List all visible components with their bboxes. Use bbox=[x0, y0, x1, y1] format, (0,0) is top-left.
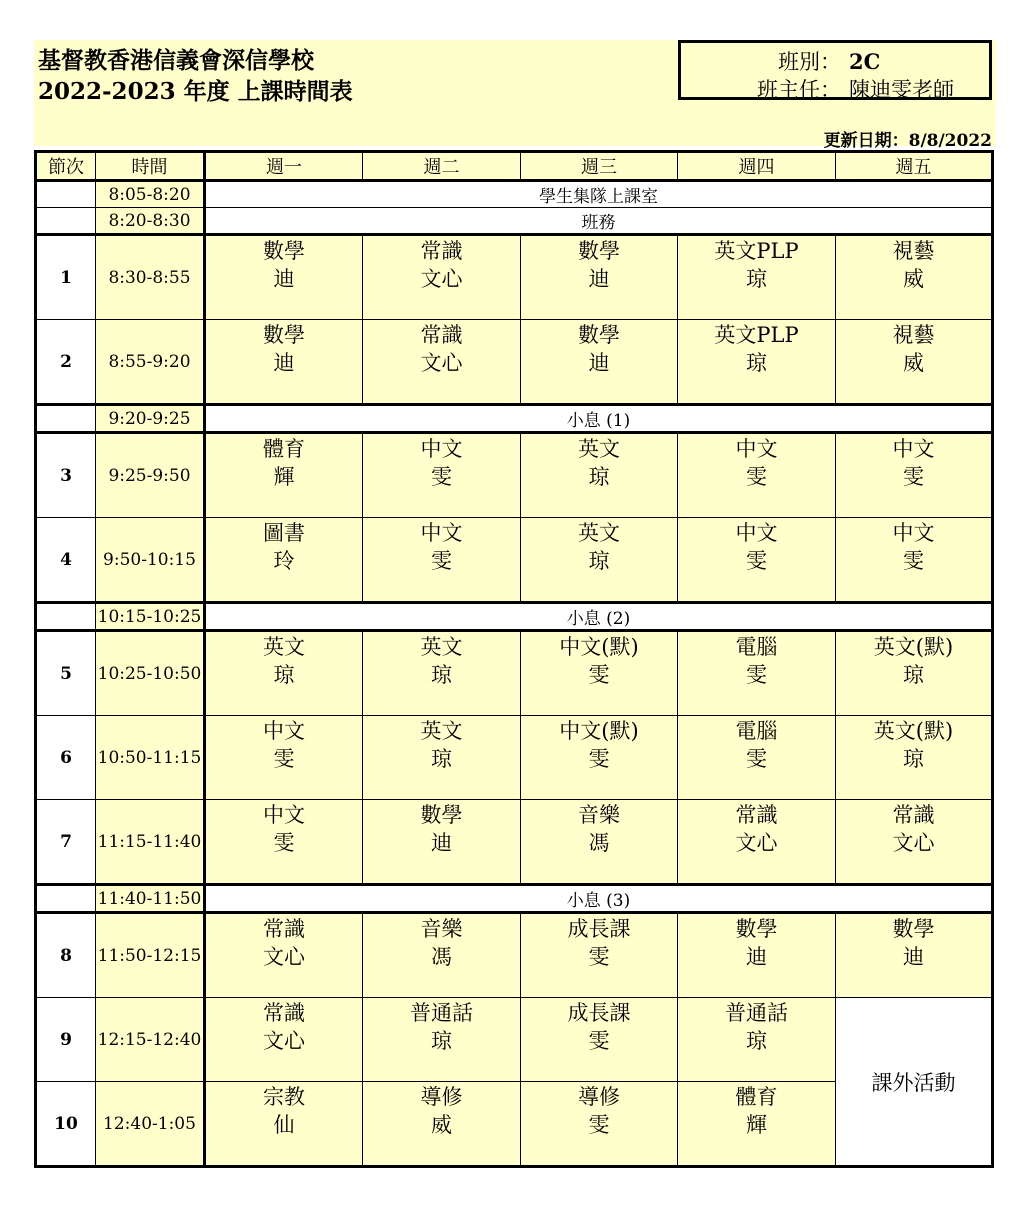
lesson-teacher: 雯 bbox=[903, 465, 924, 489]
lesson-subject: 普通話 bbox=[410, 1001, 473, 1025]
period-column-header: 節次 bbox=[36, 152, 96, 181]
lesson-subject: 常識 bbox=[420, 323, 463, 347]
lesson-cell bbox=[363, 631, 521, 716]
lesson-subject: 數學 bbox=[892, 917, 935, 941]
lesson-cell bbox=[521, 800, 678, 885]
class-info-box bbox=[678, 40, 992, 100]
lesson-cell bbox=[363, 716, 521, 800]
period-row bbox=[36, 716, 993, 800]
lesson-cell bbox=[363, 800, 521, 885]
lesson-cell bbox=[205, 320, 363, 405]
teacher-line bbox=[737, 74, 954, 104]
lesson-teacher: 輝 bbox=[273, 465, 295, 489]
period-time: 10:50-11:15 bbox=[96, 716, 205, 800]
period-time: 8:55-9:20 bbox=[96, 320, 205, 405]
lesson-teacher: 馮 bbox=[431, 945, 452, 969]
timetable bbox=[34, 150, 994, 1168]
lesson-teacher: 琼 bbox=[746, 351, 767, 375]
band-period-cell bbox=[36, 208, 96, 235]
lesson-subject: 中文(默) bbox=[559, 719, 639, 743]
band-time: 11:40-11:50 bbox=[96, 885, 205, 913]
lesson-subject: 英文(默) bbox=[873, 635, 954, 659]
lesson-subject: 中文 bbox=[263, 719, 305, 743]
period-time: 9:50-10:15 bbox=[96, 518, 205, 603]
lesson-cell bbox=[836, 320, 993, 405]
lesson-cell bbox=[678, 1082, 836, 1167]
lesson-teacher: 文心 bbox=[263, 945, 305, 969]
lesson-teacher: 雯 bbox=[588, 1029, 610, 1053]
lesson-teacher: 威 bbox=[431, 1113, 452, 1137]
period-number: 2 bbox=[36, 320, 96, 405]
lesson-teacher: 雯 bbox=[746, 549, 767, 573]
lesson-cell bbox=[678, 913, 836, 998]
time-column-header: 時間 bbox=[96, 152, 205, 181]
lesson-teacher: 文心 bbox=[420, 267, 463, 291]
lesson-teacher: 雯 bbox=[588, 663, 610, 687]
lesson-teacher: 迪 bbox=[273, 351, 295, 375]
lesson-teacher: 威 bbox=[903, 351, 924, 375]
class-line bbox=[737, 46, 880, 76]
class-value: 2C bbox=[849, 49, 881, 74]
school-name: 基督教香港信義會深信學校 bbox=[38, 47, 314, 74]
band-row-recess2 bbox=[36, 603, 993, 631]
lesson-cell bbox=[363, 913, 521, 998]
band-period-cell bbox=[36, 405, 96, 433]
period-number: 9 bbox=[36, 998, 96, 1082]
lesson-teacher: 迪 bbox=[431, 831, 452, 855]
period-time: 9:25-9:50 bbox=[96, 433, 205, 518]
period-number: 4 bbox=[36, 518, 96, 603]
lesson-subject: 視藝 bbox=[892, 323, 935, 347]
period-row bbox=[36, 800, 993, 885]
lesson-cell bbox=[205, 433, 363, 518]
lesson-teacher: 雯 bbox=[746, 747, 767, 771]
lesson-cell bbox=[521, 518, 678, 603]
lesson-teacher: 迪 bbox=[746, 945, 767, 969]
lesson-teacher: 雯 bbox=[588, 1113, 610, 1137]
lesson-subject: 中文 bbox=[735, 437, 778, 461]
lesson-teacher: 琼 bbox=[746, 1029, 767, 1053]
lesson-subject: 成長課 bbox=[567, 917, 631, 941]
lesson-subject: 英文 bbox=[578, 521, 620, 545]
period-number: 5 bbox=[36, 631, 96, 716]
lesson-cell bbox=[836, 800, 993, 885]
lesson-subject: 英文PLP bbox=[714, 239, 799, 263]
lesson-subject: 音樂 bbox=[578, 803, 620, 827]
lesson-teacher: 琼 bbox=[273, 663, 295, 687]
lesson-teacher: 雯 bbox=[431, 465, 452, 489]
lesson-teacher: 文心 bbox=[892, 831, 935, 855]
lesson-cell bbox=[205, 235, 363, 320]
lesson-teacher: 迪 bbox=[588, 267, 610, 291]
extracurricular-activity-cell: 課外活動 bbox=[836, 998, 993, 1167]
lesson-subject: 導修 bbox=[420, 1085, 463, 1109]
lesson-teacher: 雯 bbox=[273, 747, 295, 771]
day-header: 週三 bbox=[521, 152, 678, 181]
lesson-cell bbox=[363, 1082, 521, 1167]
lesson-cell bbox=[205, 800, 363, 885]
lesson-subject: 英文(默) bbox=[873, 719, 954, 743]
lesson-teacher: 琼 bbox=[746, 267, 767, 291]
lesson-subject: 中文 bbox=[735, 521, 778, 545]
lesson-teacher: 雯 bbox=[588, 945, 610, 969]
band-row-recess1 bbox=[36, 405, 993, 433]
lesson-teacher: 雯 bbox=[746, 465, 767, 489]
lesson-teacher: 威 bbox=[903, 267, 924, 291]
band-label: 小息 (1) bbox=[205, 405, 993, 433]
period-time: 12:15-12:40 bbox=[96, 998, 205, 1082]
lesson-subject: 中文 bbox=[420, 521, 463, 545]
day-header: 週二 bbox=[363, 152, 521, 181]
lesson-subject: 成長課 bbox=[567, 1001, 631, 1025]
band-period-cell bbox=[36, 181, 96, 208]
band-row-assembly bbox=[36, 181, 993, 208]
lesson-teacher: 雯 bbox=[746, 663, 767, 687]
lesson-subject: 常識 bbox=[420, 239, 463, 263]
lesson-cell bbox=[363, 235, 521, 320]
teacher-value: 陳迪雯老師 bbox=[849, 78, 954, 102]
lesson-teacher: 文心 bbox=[263, 1029, 305, 1053]
update-date: 更新日期：8/8/2022 bbox=[823, 131, 992, 151]
period-time: 11:15-11:40 bbox=[96, 800, 205, 885]
lesson-cell bbox=[678, 320, 836, 405]
lesson-subject: 常識 bbox=[263, 917, 305, 941]
lesson-teacher: 雯 bbox=[431, 549, 452, 573]
lesson-cell bbox=[205, 518, 363, 603]
period-number: 6 bbox=[36, 716, 96, 800]
band-time: 8:05-8:20 bbox=[96, 181, 205, 208]
lesson-cell bbox=[205, 913, 363, 998]
lesson-subject: 中文(默) bbox=[559, 635, 639, 659]
lesson-teacher: 文心 bbox=[420, 351, 463, 375]
lesson-subject: 數學 bbox=[420, 803, 463, 827]
lesson-teacher: 雯 bbox=[273, 831, 295, 855]
timetable-title: 2022-2023 年度 上課時間表 bbox=[38, 78, 353, 105]
table-header-row bbox=[36, 152, 993, 181]
lesson-cell bbox=[521, 320, 678, 405]
lesson-cell bbox=[205, 1082, 363, 1167]
lesson-cell bbox=[836, 433, 993, 518]
lesson-cell bbox=[678, 800, 836, 885]
period-row bbox=[36, 913, 993, 998]
lesson-teacher: 輝 bbox=[746, 1113, 767, 1137]
period-row bbox=[36, 320, 993, 405]
lesson-subject: 英文 bbox=[420, 635, 463, 659]
period-row bbox=[36, 235, 993, 320]
lesson-subject: 中文 bbox=[892, 521, 935, 545]
band-label: 小息 (3) bbox=[205, 885, 993, 913]
band-label: 小息 (2) bbox=[205, 603, 993, 631]
lesson-cell bbox=[363, 320, 521, 405]
lesson-cell bbox=[521, 1082, 678, 1167]
band-period-cell bbox=[36, 885, 96, 913]
period-number: 10 bbox=[36, 1082, 96, 1167]
lesson-cell bbox=[521, 235, 678, 320]
lesson-subject: 數學 bbox=[263, 323, 305, 347]
lesson-teacher: 仙 bbox=[273, 1113, 295, 1137]
lesson-teacher: 琼 bbox=[431, 663, 452, 687]
lesson-cell bbox=[836, 518, 993, 603]
lesson-subject: 電腦 bbox=[735, 719, 778, 743]
lesson-subject: 英文 bbox=[578, 437, 620, 461]
lesson-cell bbox=[678, 631, 836, 716]
lesson-subject: 導修 bbox=[578, 1085, 620, 1109]
period-time: 12:40-1:05 bbox=[96, 1082, 205, 1167]
lesson-subject: 常識 bbox=[892, 803, 935, 827]
lesson-subject: 中文 bbox=[263, 803, 305, 827]
lesson-cell bbox=[678, 998, 836, 1082]
lesson-subject: 數學 bbox=[735, 917, 778, 941]
lesson-cell bbox=[363, 433, 521, 518]
lesson-subject: 普通話 bbox=[725, 1001, 788, 1025]
band-time: 10:15-10:25 bbox=[96, 603, 205, 631]
class-label: 班別： bbox=[778, 50, 841, 74]
lesson-subject: 數學 bbox=[578, 323, 620, 347]
lesson-teacher: 雯 bbox=[903, 549, 924, 573]
lesson-subject: 常識 bbox=[263, 1001, 305, 1025]
lesson-teacher: 琼 bbox=[903, 747, 924, 771]
period-number: 8 bbox=[36, 913, 96, 998]
lesson-cell bbox=[521, 631, 678, 716]
teacher-label: 班主任： bbox=[757, 78, 841, 102]
lesson-cell bbox=[836, 631, 993, 716]
lesson-teacher: 迪 bbox=[903, 945, 924, 969]
lesson-subject: 體育 bbox=[263, 437, 305, 461]
lesson-subject: 視藝 bbox=[892, 239, 935, 263]
lesson-subject: 數學 bbox=[263, 239, 305, 263]
period-number: 3 bbox=[36, 433, 96, 518]
lesson-cell bbox=[521, 998, 678, 1082]
lesson-subject: 體育 bbox=[735, 1085, 778, 1109]
lesson-subject: 數學 bbox=[578, 239, 620, 263]
period-time: 11:50-12:15 bbox=[96, 913, 205, 998]
lesson-teacher: 琼 bbox=[588, 549, 610, 573]
lesson-teacher: 雯 bbox=[588, 747, 610, 771]
lesson-teacher: 琼 bbox=[903, 663, 924, 687]
lesson-teacher: 馮 bbox=[588, 831, 610, 855]
lesson-cell bbox=[678, 433, 836, 518]
lesson-teacher: 文心 bbox=[735, 831, 778, 855]
period-number: 7 bbox=[36, 800, 96, 885]
band-time: 9:20-9:25 bbox=[96, 405, 205, 433]
period-row bbox=[36, 518, 993, 603]
period-number: 1 bbox=[36, 235, 96, 320]
lesson-subject: 英文PLP bbox=[714, 323, 799, 347]
lesson-cell bbox=[678, 235, 836, 320]
lesson-teacher: 琼 bbox=[431, 1029, 452, 1053]
day-header: 週五 bbox=[836, 152, 993, 181]
band-time: 8:20-8:30 bbox=[96, 208, 205, 235]
lesson-subject: 宗教 bbox=[263, 1085, 305, 1109]
lesson-cell bbox=[363, 518, 521, 603]
day-header: 週一 bbox=[205, 152, 363, 181]
lesson-subject: 電腦 bbox=[735, 635, 778, 659]
lesson-subject: 常識 bbox=[735, 803, 778, 827]
lesson-cell bbox=[836, 913, 993, 998]
lesson-teacher: 琼 bbox=[431, 747, 452, 771]
lesson-cell bbox=[205, 716, 363, 800]
lesson-teacher: 玲 bbox=[273, 549, 295, 573]
timetable-header bbox=[34, 40, 996, 151]
lesson-subject: 英文 bbox=[263, 635, 305, 659]
lesson-teacher: 迪 bbox=[588, 351, 610, 375]
period-time: 8:30-8:55 bbox=[96, 235, 205, 320]
period-time: 10:25-10:50 bbox=[96, 631, 205, 716]
lesson-cell bbox=[205, 631, 363, 716]
band-row-recess3 bbox=[36, 885, 993, 913]
period-row bbox=[36, 998, 993, 1082]
lesson-teacher: 迪 bbox=[273, 267, 295, 291]
band-label: 學生集隊上課室 bbox=[205, 181, 993, 208]
lesson-cell bbox=[363, 998, 521, 1082]
lesson-cell bbox=[678, 716, 836, 800]
lesson-cell bbox=[521, 716, 678, 800]
band-period-cell bbox=[36, 603, 96, 631]
band-row-homeroom bbox=[36, 208, 993, 235]
period-row bbox=[36, 631, 993, 716]
lesson-cell bbox=[678, 518, 836, 603]
lesson-cell bbox=[205, 998, 363, 1082]
day-header: 週四 bbox=[678, 152, 836, 181]
lesson-cell bbox=[521, 913, 678, 998]
period-row bbox=[36, 433, 993, 518]
lesson-teacher: 琼 bbox=[588, 465, 610, 489]
lesson-cell bbox=[521, 433, 678, 518]
lesson-subject: 中文 bbox=[420, 437, 463, 461]
lesson-subject: 圖書 bbox=[263, 521, 305, 545]
lesson-subject: 中文 bbox=[892, 437, 935, 461]
lesson-cell bbox=[836, 716, 993, 800]
lesson-subject: 英文 bbox=[420, 719, 463, 743]
lesson-subject: 音樂 bbox=[420, 917, 463, 941]
band-label: 班務 bbox=[205, 208, 993, 235]
lesson-cell bbox=[836, 235, 993, 320]
